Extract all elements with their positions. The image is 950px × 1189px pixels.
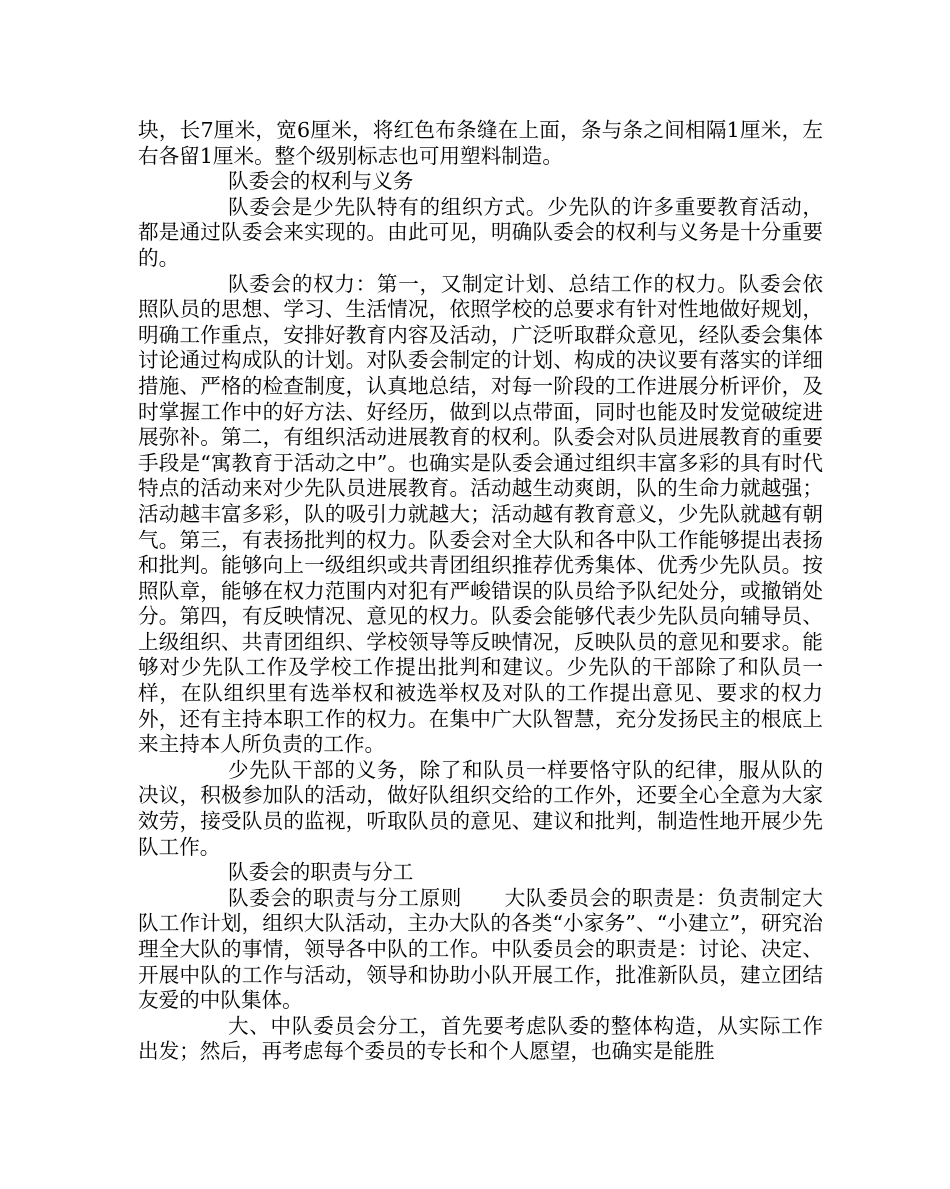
paragraph-obligations: 少先队干部的义务，除了和队员一样要恪守队的纪律，服从队的决议，积极参加队的活动，做好队组织交给的工作外，还要全心全意为大家效劳，接受队员的监视，听取队员的意见、建议和批判，制造性地开展少先队工作。 bbox=[138, 757, 823, 859]
paragraph-principles: 队委会的职责与分工原则 大队委员会的职责是：负责制定大队工作计划，组织大队活动，主办大队的各类“小家务”、“小建立”，研究治理全大队的事情，领导各中队的工作。中队委员会的职责是：讨论、决定、开展中队的工作与活动，领导和协助小队开展工作，批准新队员，建立团结友爱的中队集体。 bbox=[138, 885, 823, 1013]
paragraph-continuation: 块，长7厘米，宽6厘米，将红色布条缝在上面，条与条之间相隔1厘米，左右各留1厘米。整个级别标志也可用塑料制造。 bbox=[138, 118, 823, 168]
document-page bbox=[138, 118, 823, 1065]
paragraph-division: 大、中队委员会分工，首先要考虑队委的整体构造，从实际工作出发；然后，再考虑每个委员的专长和个人愿望，也确实是能胜 bbox=[138, 1013, 823, 1064]
section-heading-duties-division: 队委会的职责与分工 bbox=[228, 860, 414, 885]
paragraph-intro: 队委会是少先队特有的组织方式。少先队的许多重要教育活动，都是通过队委会来实现的。由此可见，明确队委会的权利与义务是十分重要的。 bbox=[138, 194, 823, 270]
section-heading-rights-duties: 队委会的权利与义务 bbox=[228, 169, 414, 194]
paragraph-powers: 队委会的权力：第一，又制定计划、总结工作的权力。队委会依照队员的思想、学习、生活情况，依照学校的总要求有针对性地做好规划，明确工作重点，安排好教育内容及活动，广泛听取群众意见，经队委会集体讨论通过构成队的计划。对队委会制定的计划、构成的决议要有落实的详细措施、严格的检查制度，认真地总结，对每一阶段的工作进展分析评价，及时掌握工作中的好方法、好经历，做到以点带面，同时也能及时发觉破绽进展弥补。第二，有组织活动进展教育的权利。队委会对队员进展教育的重要手段是“寓教育于活动之中”。也确实是队委会通过组织丰富多彩的具有时代特点的活动来对少先队员进展教育。活动越生动爽朗，队的生命力就越强；活动越丰富多彩，队的吸引力就越大；活动越有教育意义，少先队就越有朝气。第三，有表扬批判的权力。队委会对全大队和各中队工作能够提出表扬和批判。能够向上一级组织或共青团组织推荐优秀集体、优秀少先队员。按照队章，能够在权力范围内对犯有严峻错误的队员给予队纪处分，或撤销处分。第四，有反映情况、意见的权力。队委会能够代表少先队员向辅导员、上级组织、共青团组织、学校领导等反映情况，反映队员的意见和要求。能够对少先队工作及学校工作提出批判和建议。少先队的干部除了和队员一样，在队组织里有选举权和被选举权及对队的工作提出意见、要求的权力外，还有主持本职工作的权力。在集中广大队智慧，充分发扬民主的根底上来主持本人所负责的工作。 bbox=[138, 271, 823, 757]
